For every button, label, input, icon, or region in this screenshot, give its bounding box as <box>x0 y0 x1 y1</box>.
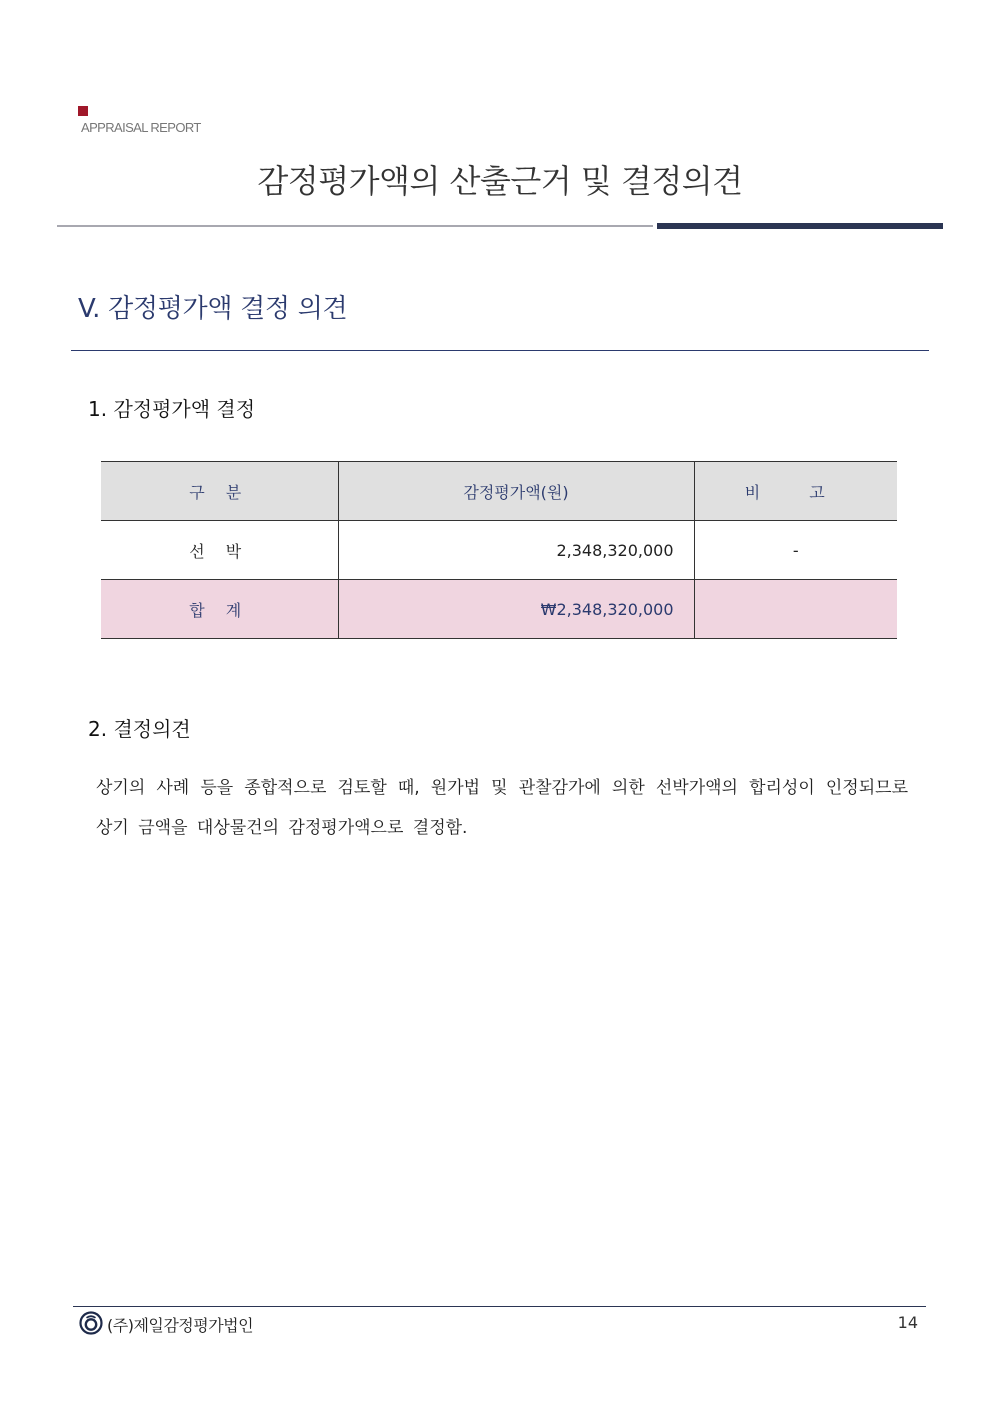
column-header-category: 구 분 <box>101 462 338 521</box>
total-category: 합 계 <box>101 580 338 639</box>
footer-company-name: (주)제일감정평가법인 <box>107 1316 254 1335</box>
table-row <box>101 521 897 580</box>
opinion-paragraph: 상기의 사례 등을 종합적으로 검토할 때, 원가법 및 관찰감가에 의한 선박가액의 합리성이 인정되므로 상기 금액을 대상물건의 감정평가액으로 결정함. <box>96 778 908 838</box>
header-divider-thick <box>657 223 943 229</box>
section-divider <box>71 350 929 351</box>
header-accent-square <box>78 106 88 116</box>
header-divider-thin <box>57 225 653 227</box>
table-total-row <box>101 580 897 639</box>
subsection-heading-appraisal-decision: 1. 감정평가액 결정 <box>88 397 256 421</box>
report-label: APPRAISAL REPORT <box>81 120 201 135</box>
cell-note: - <box>694 521 897 580</box>
table-header-row <box>101 462 897 521</box>
page-title: 감정평가액의 산출근거 및 결정의견 <box>257 162 743 200</box>
cell-category: 선 박 <box>101 521 338 580</box>
column-header-note: 비 고 <box>694 462 897 521</box>
total-note <box>694 580 897 639</box>
total-amount: ₩2,348,320,000 <box>338 580 694 639</box>
page-number: 14 <box>897 1313 918 1332</box>
subsection-heading-opinion: 2. 결정의견 <box>88 717 191 741</box>
column-header-amount: 감정평가액(원) <box>338 462 694 521</box>
section-heading: V. 감정평가액 결정 의견 <box>78 294 348 324</box>
appraisal-value-table <box>101 461 897 639</box>
footer-divider <box>73 1306 926 1307</box>
company-logo-icon <box>79 1311 103 1335</box>
cell-amount: 2,348,320,000 <box>338 521 694 580</box>
